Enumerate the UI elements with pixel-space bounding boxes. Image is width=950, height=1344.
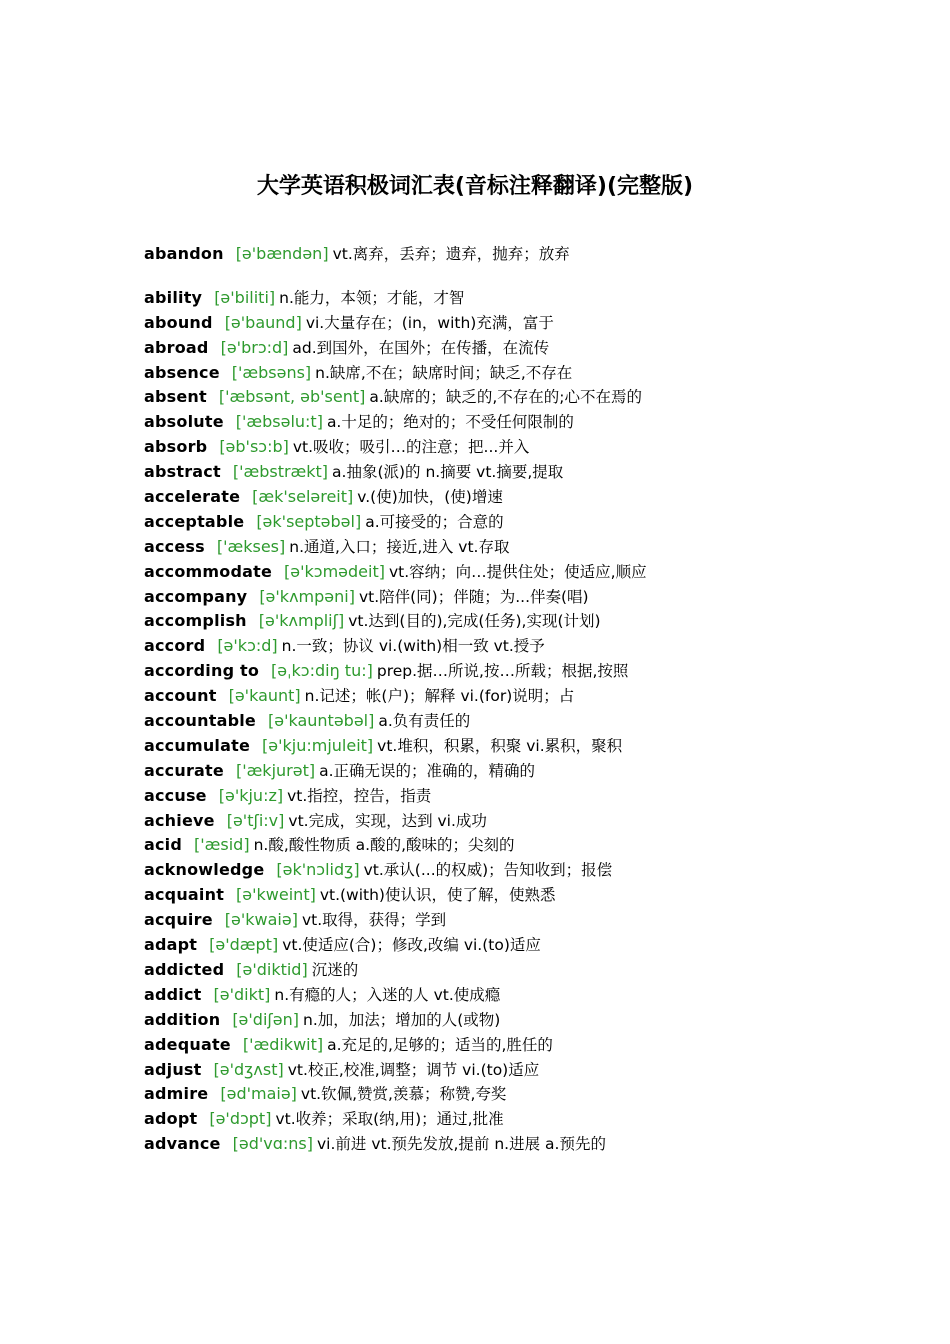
entry-definition: n.有瘾的人；入迷的人 vt.使成瘾 [274, 985, 501, 1004]
entry-definition: prep.据…所说,按…所载；根据,按照 [376, 662, 629, 681]
entry-phonetic: ['æbstrækt] [232, 462, 329, 482]
vocabulary-entry [144, 286, 904, 311]
entry-phonetic: [ə'kweint] [236, 885, 316, 905]
entry-definition: vt.离弃，丢弃；遗弃，抛弃；放弃 [332, 245, 570, 263]
entry-phonetic: [əd'vɑ:ns] [232, 1134, 313, 1154]
entry-phonetic: [ək'nɔlidʒ] [276, 860, 360, 880]
entry-definition: a.充足的,足够的；适当的,胜任的 [327, 1035, 553, 1054]
entry-word: accumulate [144, 735, 250, 755]
entry-word: accommodate [144, 561, 273, 581]
entry-word: accomplish [144, 611, 247, 631]
entry-word: adapt [144, 935, 198, 955]
vocabulary-entry [144, 684, 904, 709]
vocabulary-entry [144, 242, 904, 267]
entry-word: accompany [144, 586, 248, 606]
entry-definition: vt.完成，实现，达到 vi.成功 [288, 811, 487, 830]
entry-word: addicted [144, 959, 225, 979]
entry-phonetic: [əb'sɔ:b] [219, 437, 289, 457]
vocabulary-entry [144, 983, 904, 1008]
entry-phonetic: [ə'dikt] [213, 984, 271, 1004]
vocabulary-entry [144, 460, 904, 485]
vocabulary-entry [144, 709, 904, 734]
entry-word: access [144, 536, 205, 556]
entry-phonetic: [ə'baund] [224, 312, 302, 332]
vocabulary-entry [144, 336, 904, 361]
entry-word: accord [144, 636, 206, 656]
entry-phonetic: [ə'kɔ:d] [217, 636, 278, 656]
entry-word: abstract [144, 462, 221, 482]
entry-phonetic: [ə'dɔpt] [209, 1109, 272, 1129]
vocabulary-entry [144, 609, 904, 634]
entry-word: acceptable [144, 511, 245, 531]
entry-definition: vt.堆积，积累，积聚 vi.累积，聚积 [377, 736, 623, 755]
entry-word: accountable [144, 711, 256, 731]
entry-phonetic: [əd'maiə] [220, 1084, 297, 1104]
entry-word: absolute [144, 412, 224, 432]
entry-phonetic: [ə'biliti] [214, 287, 276, 307]
entry-phonetic: [ə'diktid] [236, 959, 308, 979]
vocabulary-entry [144, 734, 904, 759]
entry-word: advance [144, 1134, 221, 1154]
entry-definition: n.缺席,不在；缺席时间；缺乏,不存在 [315, 363, 573, 382]
vocabulary-entry [144, 908, 904, 933]
vocabulary-entry [144, 311, 904, 336]
entry-definition: vt.使适应(合)；修改,改编 vi.(to)适应 [282, 936, 541, 955]
vocabulary-entry [144, 933, 904, 958]
entry-phonetic: ['ækses] [216, 536, 286, 556]
entry-phonetic: [ə'bændən] [235, 244, 329, 263]
entry-definition: vt.校正,校准,调整；调节 vi.(to)适应 [287, 1060, 540, 1079]
vocabulary-entry [144, 1132, 904, 1157]
entry-word: adopt [144, 1109, 198, 1129]
entry-phonetic: ['æbsənt, əb'sent] [218, 387, 366, 407]
vocabulary-entry [144, 659, 904, 684]
entry-word: absorb [144, 437, 208, 457]
vocabulary-entry [144, 759, 904, 784]
vocabulary-entry [144, 435, 904, 460]
entry-definition: n.酸,酸性物质 a.酸的,酸味的；尖刻的 [253, 836, 515, 855]
entry-word: acquaint [144, 885, 225, 905]
entry-definition: n.记述；帐(户)；解释 vi.(for)说明；占 [304, 687, 575, 706]
vocabulary-entry [144, 410, 904, 435]
entry-phonetic: ['æsid] [194, 835, 250, 855]
vocabulary-entry [144, 385, 904, 410]
entry-word: admire [144, 1084, 209, 1104]
vocabulary-entry [144, 634, 904, 659]
entry-phonetic: [ə'kʌmpəni] [259, 586, 355, 606]
entry-phonetic: ['ædikwit] [242, 1034, 324, 1054]
entry-definition: vt.钦佩,赞赏,羡慕；称赞,夸奖 [300, 1085, 507, 1104]
entry-word: accurate [144, 760, 224, 780]
entry-phonetic: [ə'kʌmpliʃ] [258, 611, 345, 631]
entry-phonetic: ['æbsəns] [231, 362, 312, 382]
entry-phonetic: [ə'dʒʌst] [213, 1059, 284, 1079]
entry-definition: vt.取得，获得；学到 [301, 911, 447, 930]
entry-definition: a.负有责任的 [378, 712, 471, 731]
entry-word: accelerate [144, 487, 241, 507]
entry-word: absence [144, 362, 220, 382]
entry-phonetic: [ə'kju:z] [218, 785, 284, 805]
entry-word: addict [144, 984, 202, 1004]
entry-definition: a.抽象(派)的 n.摘要 vt.摘要,提取 [332, 463, 564, 482]
entry-word: according to [144, 661, 260, 681]
vocabulary-entry [144, 535, 904, 560]
entry-definition: a.正确无误的；准确的，精确的 [319, 761, 536, 780]
vocabulary-entry [144, 560, 904, 585]
entry-phonetic: [ə'kauntəbəl] [267, 711, 375, 731]
entry-phonetic: [ə'kwaiə] [224, 910, 298, 930]
entry-word: account [144, 686, 217, 706]
entry-word: absent [144, 387, 207, 407]
entry-definition: n.一致；协议 vi.(with)相一致 vt.授予 [281, 637, 545, 656]
entry-phonetic: [æk'seləreit] [252, 487, 354, 507]
entry-definition: vt.收养；采取(纳,用)；通过,批准 [275, 1110, 504, 1129]
vocabulary-entry [144, 1008, 904, 1033]
vocabulary-entry [144, 510, 904, 535]
entry-word: adequate [144, 1034, 231, 1054]
entry-word: ability [144, 287, 203, 307]
vocabulary-entry [144, 1107, 904, 1132]
entry-word: adjust [144, 1059, 202, 1079]
vocabulary-entry [144, 883, 904, 908]
entry-word: abound [144, 312, 213, 332]
entry-definition: vi.大量存在；(in，with)充满，富于 [305, 313, 554, 332]
vocabulary-entry [144, 833, 904, 858]
entry-word: acknowledge [144, 860, 265, 880]
entry-phonetic: [ək'septəbəl] [256, 511, 362, 531]
entry-definition: n.能力，本领；才能，才智 [279, 288, 465, 307]
entry-phonetic: [ə'tʃi:v] [226, 810, 285, 830]
entry-word: abandon [144, 244, 224, 263]
entry-phonetic: [ə'diʃən] [232, 1009, 299, 1029]
entry-definition: vt.陪伴(同)；伴随；为...伴奏(唱) [358, 587, 589, 606]
entry-phonetic: [ə'brɔ:d] [220, 337, 289, 357]
vocabulary-entry [144, 485, 904, 510]
vocabulary-entry [144, 1058, 904, 1083]
vocabulary-entry [144, 1033, 904, 1058]
vocabulary-entry [144, 784, 904, 809]
entry-definition: a.十足的；绝对的；不受任何限制的 [326, 413, 574, 432]
entry-definition: vt.容纳；向…提供住处；使适应,顺应 [388, 562, 647, 581]
vocabulary-entry [144, 858, 904, 883]
entry-word: abroad [144, 337, 209, 357]
entry-word: achieve [144, 810, 215, 830]
entry-definition: v.(使)加快，(使)增速 [357, 488, 503, 507]
entry-definition: vt.指控，控告，指责 [287, 786, 432, 805]
vocabulary-entry [144, 361, 904, 386]
entry-phonetic: [ə'kaunt] [228, 686, 301, 706]
entry-definition: n.加，加法；增加的人(或物) [303, 1010, 501, 1029]
entry-word: acid [144, 835, 183, 855]
entry-phonetic: [ə'dæpt] [209, 935, 279, 955]
entry-phonetic: [ə'kju:mjuleit] [262, 735, 374, 755]
entry-definition: a.缺席的；缺乏的,不存在的;心不在焉的 [369, 388, 642, 407]
entry-definition: vt.达到(目的),完成(任务),实现(计划) [348, 612, 601, 631]
entry-definition: a.可接受的；合意的 [365, 512, 504, 531]
entry-definition: vt.吸收；吸引…的注意；把...并入 [292, 438, 530, 457]
vocabulary-entry [144, 585, 904, 610]
entry-definition: 沉迷的 [311, 960, 359, 979]
entry-definition: ad.到国外，在国外；在传播，在流传 [292, 338, 550, 357]
entry-word: addition [144, 1009, 221, 1029]
entry-phonetic: [əˌkɔ:diŋ tu:] [271, 661, 373, 681]
entry-definition: vt.承认(...的权威)；告知收到；报偿 [363, 861, 613, 880]
entry-phonetic: [ə'kɔmədeit] [284, 561, 385, 581]
entry-word: acquire [144, 910, 213, 930]
vocabulary-list [144, 242, 904, 1157]
vocabulary-entry [144, 958, 904, 983]
entry-phonetic: ['æbsəlu:t] [235, 412, 323, 432]
entry-definition: vi.前进 vt.预先发放,提前 n.进展 a.预先的 [316, 1135, 606, 1154]
entry-definition: n.通道,入口；接近,进入 vt.存取 [289, 537, 510, 556]
document-title: 大学英语积极词汇表(音标注释翻译)(完整版) [256, 174, 694, 199]
vocabulary-entry [144, 1082, 904, 1107]
entry-phonetic: ['ækjurət] [235, 760, 316, 780]
vocabulary-entry [144, 809, 904, 834]
entry-definition: vt.(with)使认识，使了解，使熟悉 [319, 886, 556, 905]
entry-word: accuse [144, 785, 207, 805]
